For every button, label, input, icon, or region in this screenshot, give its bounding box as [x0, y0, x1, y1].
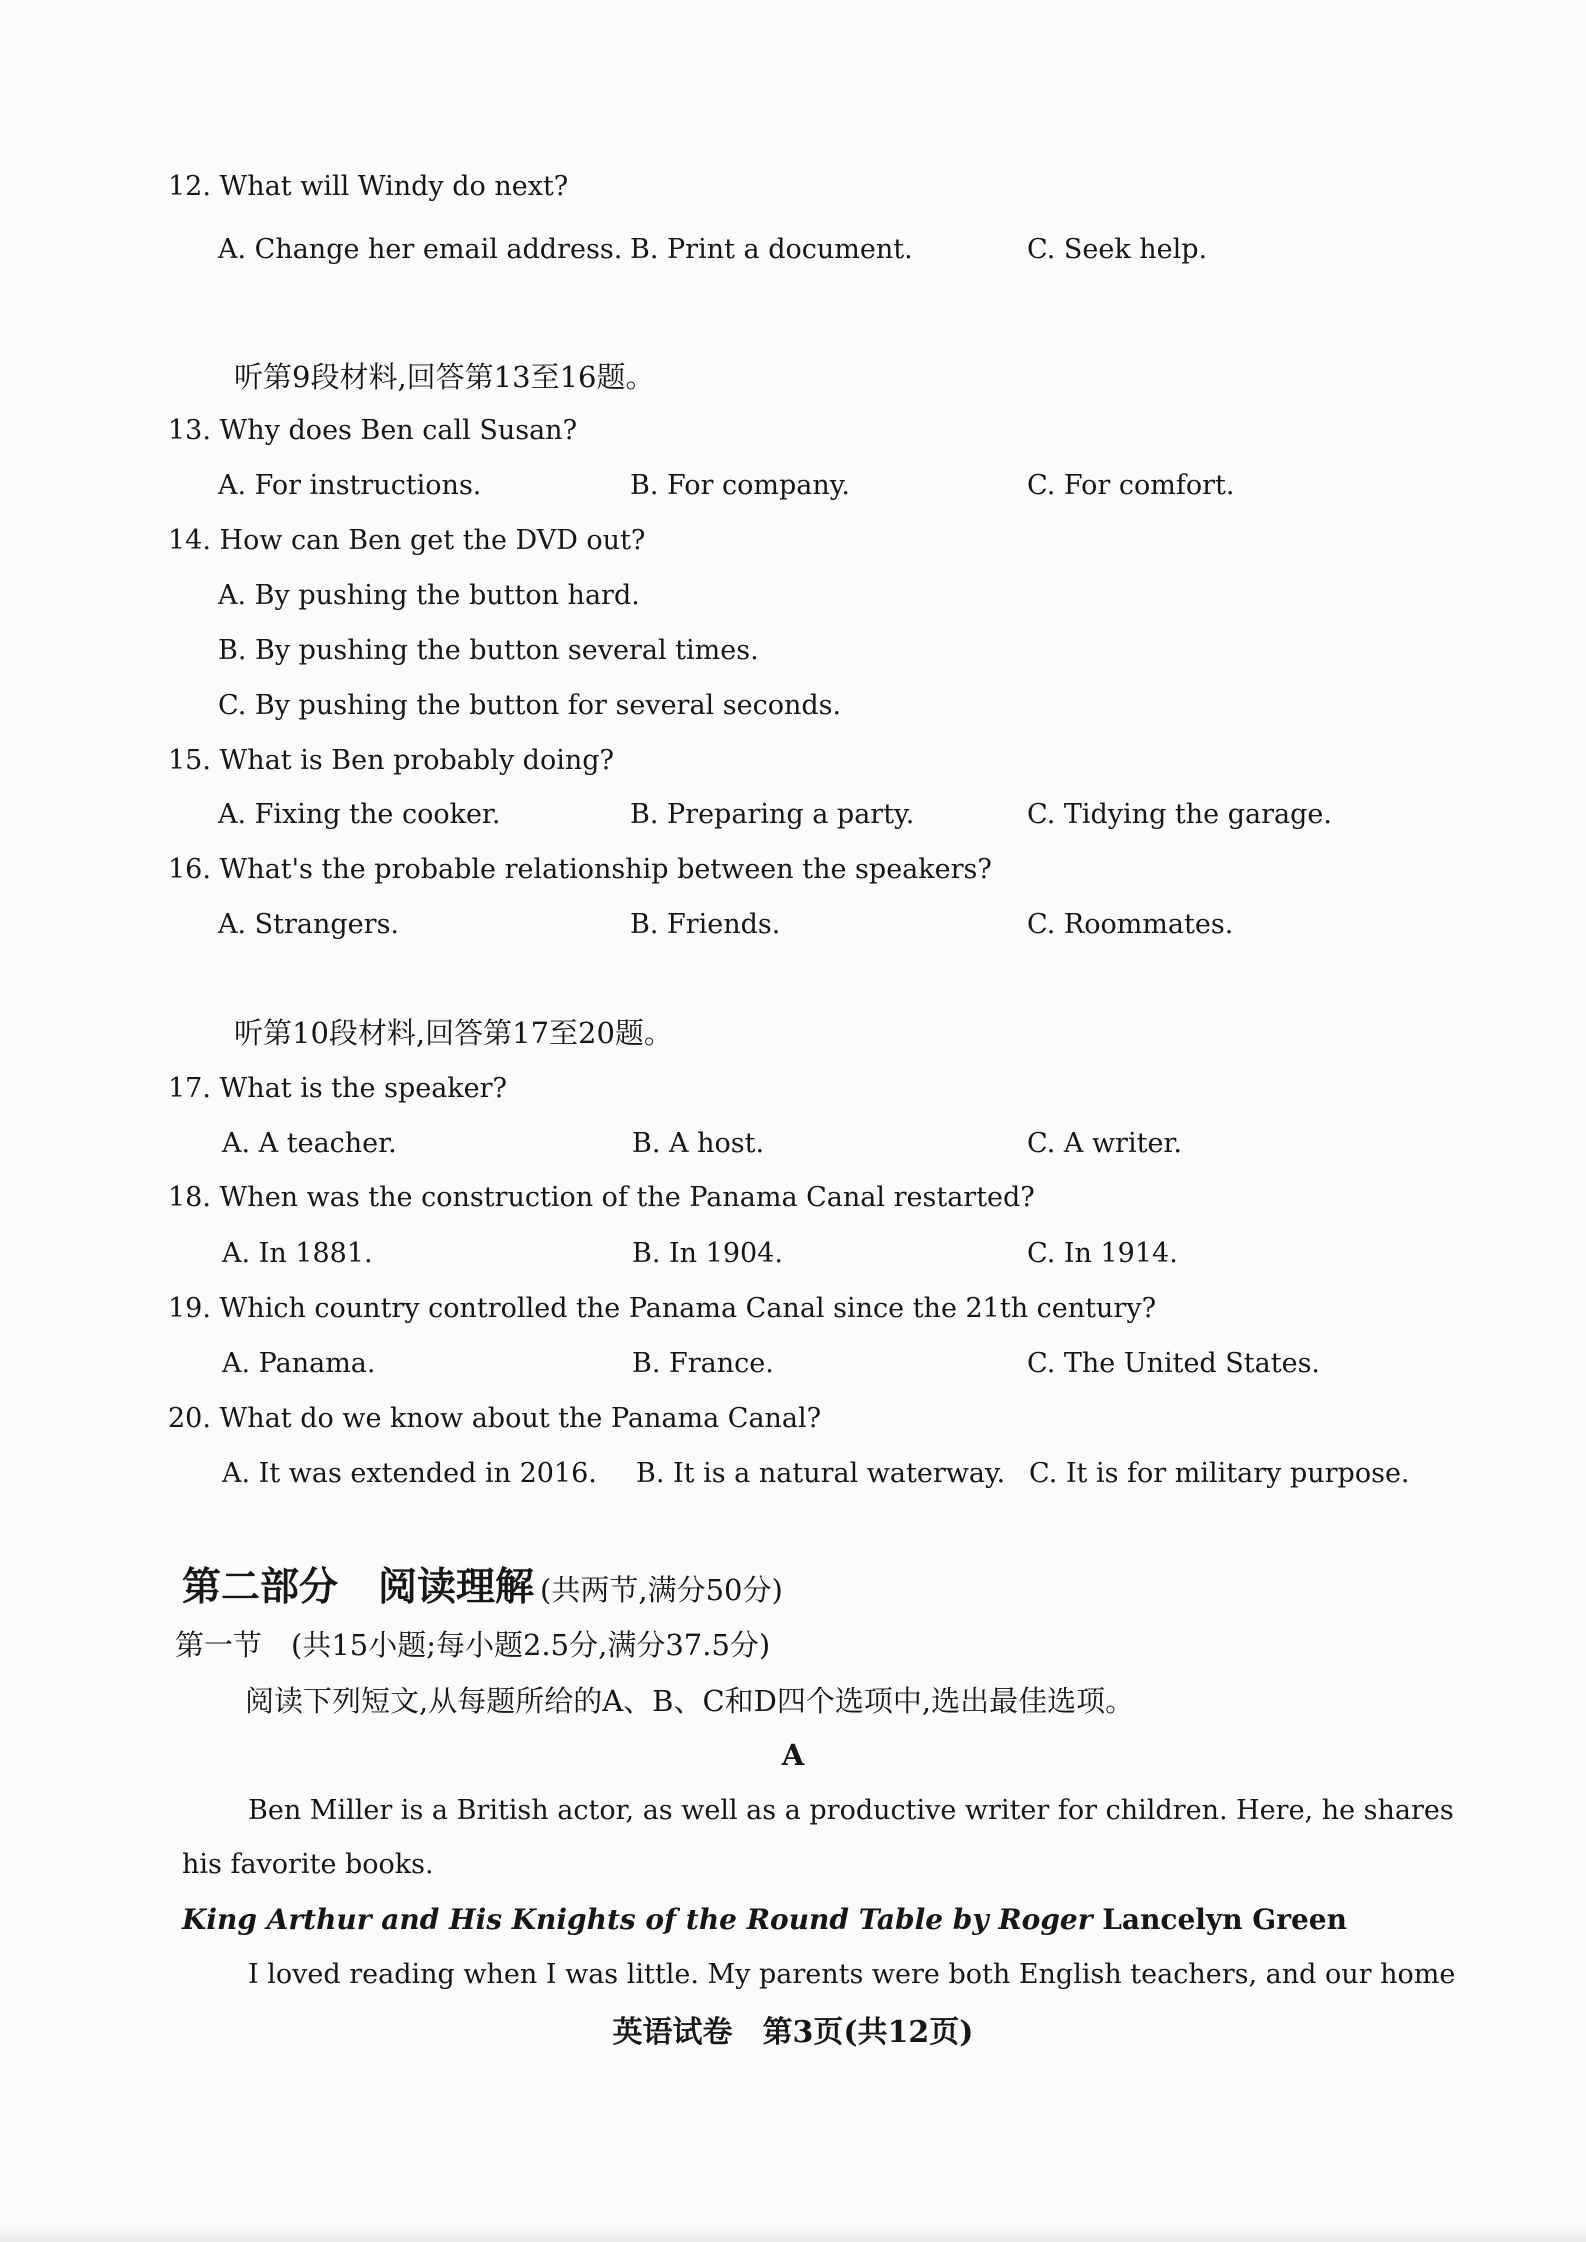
book-title-author: Lancelyn Green [1092, 1903, 1347, 1936]
option-20-b: B. It is a natural waterway. [636, 1458, 1006, 1489]
question-text: What is Ben probably doing? [219, 745, 614, 776]
question-number: 17. [168, 1073, 211, 1104]
question-14 [168, 524, 645, 558]
option-20-a: A. It was extended in 2016. [222, 1458, 597, 1489]
question-number: 20. [168, 1403, 211, 1434]
option-13-c: C. For comfort. [1027, 470, 1235, 501]
option-17-b: B. A host. [632, 1128, 765, 1159]
option-16-a: A. Strangers. [218, 909, 400, 940]
option-13-b: B. For company. [630, 470, 851, 501]
part-2-heading [182, 1564, 783, 1613]
option-16-c: C. Roommates. [1027, 909, 1234, 940]
option-15-a: A. Fixing the cooker. [218, 799, 501, 830]
question-number: 19. [168, 1293, 211, 1324]
option-15-c: C. Tidying the garage. [1027, 799, 1332, 830]
option-12-c: C. Seek help. [1027, 234, 1208, 265]
question-15 [168, 744, 614, 778]
question-18 [168, 1181, 1035, 1215]
question-number: 14. [168, 525, 211, 556]
question-text: What do we know about the Panama Canal? [219, 1403, 822, 1434]
passage-body-line-1: I loved reading when I was little. My parents were both English teachers, and our home [248, 1959, 1456, 1990]
option-17-c: C. A writer. [1027, 1128, 1182, 1159]
part-2-title: 阅读理解 [378, 1564, 535, 1610]
option-19-a: A. Panama. [222, 1348, 376, 1379]
question-19 [168, 1292, 1156, 1326]
question-13 [168, 414, 577, 448]
option-12-b: B. Print a document. [630, 234, 913, 265]
question-text: Why does Ben call Susan? [219, 415, 578, 446]
option-13-a: A. For instructions. [218, 470, 482, 501]
question-text: What is the speaker? [219, 1073, 508, 1104]
option-19-c: C. The United States. [1027, 1348, 1321, 1379]
option-20-c: C. It is for military purpose. [1029, 1458, 1410, 1489]
section-1-heading: 第一节 (共15小题;每小题2.5分,满分37.5分) [175, 1628, 771, 1662]
page-footer: 英语试卷 第3页(共12页) [612, 2015, 974, 2050]
question-text: What's the probable relationship between the speakers? [219, 854, 992, 885]
option-15-b: B. Preparing a party. [630, 799, 915, 830]
question-number: 12. [168, 171, 211, 202]
listening-section-9-note: 听第9段材料,回答第13至16题。 [234, 360, 655, 394]
question-number: 16. [168, 854, 211, 885]
question-text: When was the construction of the Panama Canal restarted? [219, 1182, 1035, 1213]
question-20 [168, 1402, 821, 1436]
option-14-c: C. By pushing the button for several seconds. [218, 690, 842, 721]
option-14-a: A. By pushing the button hard. [218, 580, 640, 611]
part-2-label: 第二部分 [182, 1564, 339, 1610]
option-18-c: C. In 1914. [1027, 1238, 1178, 1269]
option-19-b: B. France. [632, 1348, 774, 1379]
passage-intro-line-2: his favorite books. [182, 1849, 434, 1880]
question-17 [168, 1072, 507, 1106]
option-12-a: A. Change her email address. [218, 234, 623, 265]
scan-edge-shadow [0, 2222, 1586, 2242]
option-17-a: A. A teacher. [222, 1128, 397, 1159]
question-16 [168, 853, 992, 887]
book-title-italic: King Arthur and His Knights of the Round Table by Roger [182, 1903, 1093, 1936]
book-title [182, 1903, 1347, 1937]
reading-instruction: 阅读下列短文,从每题所给的A、B、C和D四个选项中,选出最佳选项。 [245, 1684, 1135, 1718]
question-number: 18. [168, 1182, 211, 1213]
question-number: 13. [168, 415, 211, 446]
question-text: How can Ben get the DVD out? [219, 525, 646, 556]
question-12 [168, 170, 568, 204]
option-16-b: B. Friends. [630, 909, 781, 940]
part-2-score-note: (共两节,满分50分) [540, 1573, 783, 1607]
listening-section-10-note: 听第10段材料,回答第17至20题。 [234, 1016, 673, 1050]
question-number: 15. [168, 745, 211, 776]
option-18-b: B. In 1904. [632, 1238, 783, 1269]
passage-intro-line-1: Ben Miller is a British actor, as well as a productive writer for children. Here, he shares [248, 1795, 1454, 1826]
question-text: Which country controlled the Panama Canal since the 21th century? [219, 1293, 1157, 1324]
passage-label: A [781, 1738, 805, 1772]
option-14-b: B. By pushing the button several times. [218, 635, 759, 666]
question-text: What will Windy do next? [219, 171, 569, 202]
option-18-a: A. In 1881. [222, 1238, 373, 1269]
